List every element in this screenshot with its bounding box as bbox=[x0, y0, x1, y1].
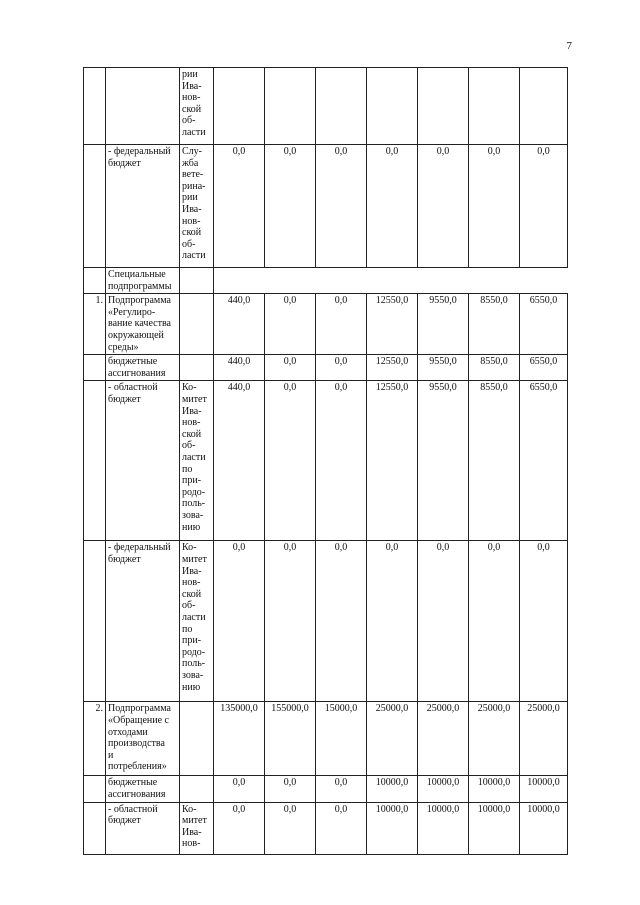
item-name-cell: Подпрограмма «Регулиро- вание качества окружающей среды» bbox=[106, 294, 180, 355]
value-cell: 10000,0 bbox=[418, 802, 469, 854]
value-cell: 135000,0 bbox=[214, 702, 265, 776]
table-row bbox=[84, 268, 568, 294]
value-cell: 0,0 bbox=[265, 776, 316, 802]
item-name-cell bbox=[106, 68, 180, 145]
value-cell: 0,0 bbox=[265, 541, 316, 702]
row-index-cell bbox=[84, 145, 106, 268]
value-cell: 6550,0 bbox=[520, 381, 568, 541]
value-cell: 25000,0 bbox=[418, 702, 469, 776]
value-cell: 0,0 bbox=[214, 145, 265, 268]
value-cell: 12550,0 bbox=[367, 294, 418, 355]
value-cell bbox=[214, 68, 265, 145]
value-cell: 0,0 bbox=[265, 381, 316, 541]
value-cell bbox=[265, 68, 316, 145]
value-cell: 6550,0 bbox=[520, 294, 568, 355]
value-cell: 9550,0 bbox=[418, 294, 469, 355]
table-row bbox=[84, 68, 568, 145]
value-cell: 10000,0 bbox=[418, 776, 469, 802]
value-cell: 440,0 bbox=[214, 294, 265, 355]
value-cell: 440,0 bbox=[214, 381, 265, 541]
value-cell: 10000,0 bbox=[469, 802, 520, 854]
row-index-cell bbox=[84, 68, 106, 145]
executor-cell: Слу- жба вете- рина- рии Ива- нов- ской об- ласти bbox=[180, 145, 214, 268]
value-cell: 12550,0 bbox=[367, 355, 418, 381]
value-cell: 0,0 bbox=[316, 381, 367, 541]
value-cell: 10000,0 bbox=[367, 802, 418, 854]
empty-span-cell bbox=[214, 268, 568, 294]
value-cell: 440,0 bbox=[214, 355, 265, 381]
value-cell bbox=[367, 68, 418, 145]
value-cell: 0,0 bbox=[316, 541, 367, 702]
value-cell: 0,0 bbox=[316, 145, 367, 268]
value-cell: 25000,0 bbox=[367, 702, 418, 776]
value-cell: 0,0 bbox=[265, 802, 316, 854]
section-title-cell: Специальные подпрограммы bbox=[106, 268, 180, 294]
value-cell: 0,0 bbox=[469, 145, 520, 268]
item-name-cell: бюджетные ассигнования bbox=[106, 355, 180, 381]
item-name-cell: - областной бюджет bbox=[106, 802, 180, 854]
row-index-cell: 2. bbox=[84, 702, 106, 776]
table-row bbox=[84, 145, 568, 268]
value-cell: 0,0 bbox=[520, 145, 568, 268]
executor-cell: рии Ива- нов- ской об- ласти bbox=[180, 68, 214, 145]
value-cell: 10000,0 bbox=[520, 802, 568, 854]
table-row bbox=[84, 381, 568, 541]
value-cell: 25000,0 bbox=[520, 702, 568, 776]
value-cell: 10000,0 bbox=[367, 776, 418, 802]
value-cell: 12550,0 bbox=[367, 381, 418, 541]
executor-cell: Ко- митет Ива- нов- ской об- ласти по при- родо- поль- зова- нию bbox=[180, 381, 214, 541]
value-cell: 9550,0 bbox=[418, 381, 469, 541]
value-cell: 0,0 bbox=[214, 541, 265, 702]
value-cell: 10000,0 bbox=[520, 776, 568, 802]
value-cell: 6550,0 bbox=[520, 355, 568, 381]
row-index-cell bbox=[84, 355, 106, 381]
value-cell: 0,0 bbox=[265, 355, 316, 381]
value-cell: 0,0 bbox=[316, 355, 367, 381]
row-index-cell: 1. bbox=[84, 294, 106, 355]
executor-cell bbox=[180, 776, 214, 802]
value-cell: 9550,0 bbox=[418, 355, 469, 381]
value-cell: 0,0 bbox=[367, 541, 418, 702]
value-cell: 0,0 bbox=[214, 802, 265, 854]
table-row bbox=[84, 702, 568, 776]
value-cell: 0,0 bbox=[520, 541, 568, 702]
value-cell: 0,0 bbox=[316, 802, 367, 854]
row-index-cell bbox=[84, 802, 106, 854]
value-cell: 0,0 bbox=[214, 776, 265, 802]
executor-cell bbox=[180, 355, 214, 381]
item-name-cell: - федеральный бюджет bbox=[106, 541, 180, 702]
table-row bbox=[84, 802, 568, 854]
value-cell: 0,0 bbox=[418, 145, 469, 268]
value-cell bbox=[316, 68, 367, 145]
value-cell: 0,0 bbox=[265, 145, 316, 268]
executor-cell bbox=[180, 702, 214, 776]
budget-table bbox=[83, 67, 568, 855]
executor-cell bbox=[180, 268, 214, 294]
value-cell: 25000,0 bbox=[469, 702, 520, 776]
value-cell: 0,0 bbox=[316, 776, 367, 802]
page-number: 7 bbox=[566, 40, 572, 52]
value-cell: 8550,0 bbox=[469, 294, 520, 355]
row-index-cell bbox=[84, 541, 106, 702]
table-row bbox=[84, 355, 568, 381]
executor-cell: Ко- митет Ива- нов- ской об- ласти по при- родо- поль- зова- нию bbox=[180, 541, 214, 702]
value-cell: 0,0 bbox=[265, 294, 316, 355]
row-index-cell bbox=[84, 776, 106, 802]
table-row bbox=[84, 294, 568, 355]
value-cell bbox=[520, 68, 568, 145]
table-row bbox=[84, 776, 568, 802]
item-name-cell: Подпрограмма «Обращение с отходами производства и потребления» bbox=[106, 702, 180, 776]
value-cell bbox=[469, 68, 520, 145]
value-cell: 10000,0 bbox=[469, 776, 520, 802]
value-cell: 8550,0 bbox=[469, 381, 520, 541]
executor-cell: Ко- митет Ива- нов- bbox=[180, 802, 214, 854]
value-cell: 0,0 bbox=[316, 294, 367, 355]
value-cell: 0,0 bbox=[469, 541, 520, 702]
table-row bbox=[84, 541, 568, 702]
item-name-cell: - федеральный бюджет bbox=[106, 145, 180, 268]
item-name-cell: бюджетные ассигнования bbox=[106, 776, 180, 802]
value-cell bbox=[418, 68, 469, 145]
value-cell: 15000,0 bbox=[316, 702, 367, 776]
row-index-cell bbox=[84, 381, 106, 541]
executor-cell bbox=[180, 294, 214, 355]
value-cell: 0,0 bbox=[418, 541, 469, 702]
item-name-cell: - областной бюджет bbox=[106, 381, 180, 541]
value-cell: 0,0 bbox=[367, 145, 418, 268]
value-cell: 8550,0 bbox=[469, 355, 520, 381]
row-index-cell bbox=[84, 268, 106, 294]
value-cell: 155000,0 bbox=[265, 702, 316, 776]
